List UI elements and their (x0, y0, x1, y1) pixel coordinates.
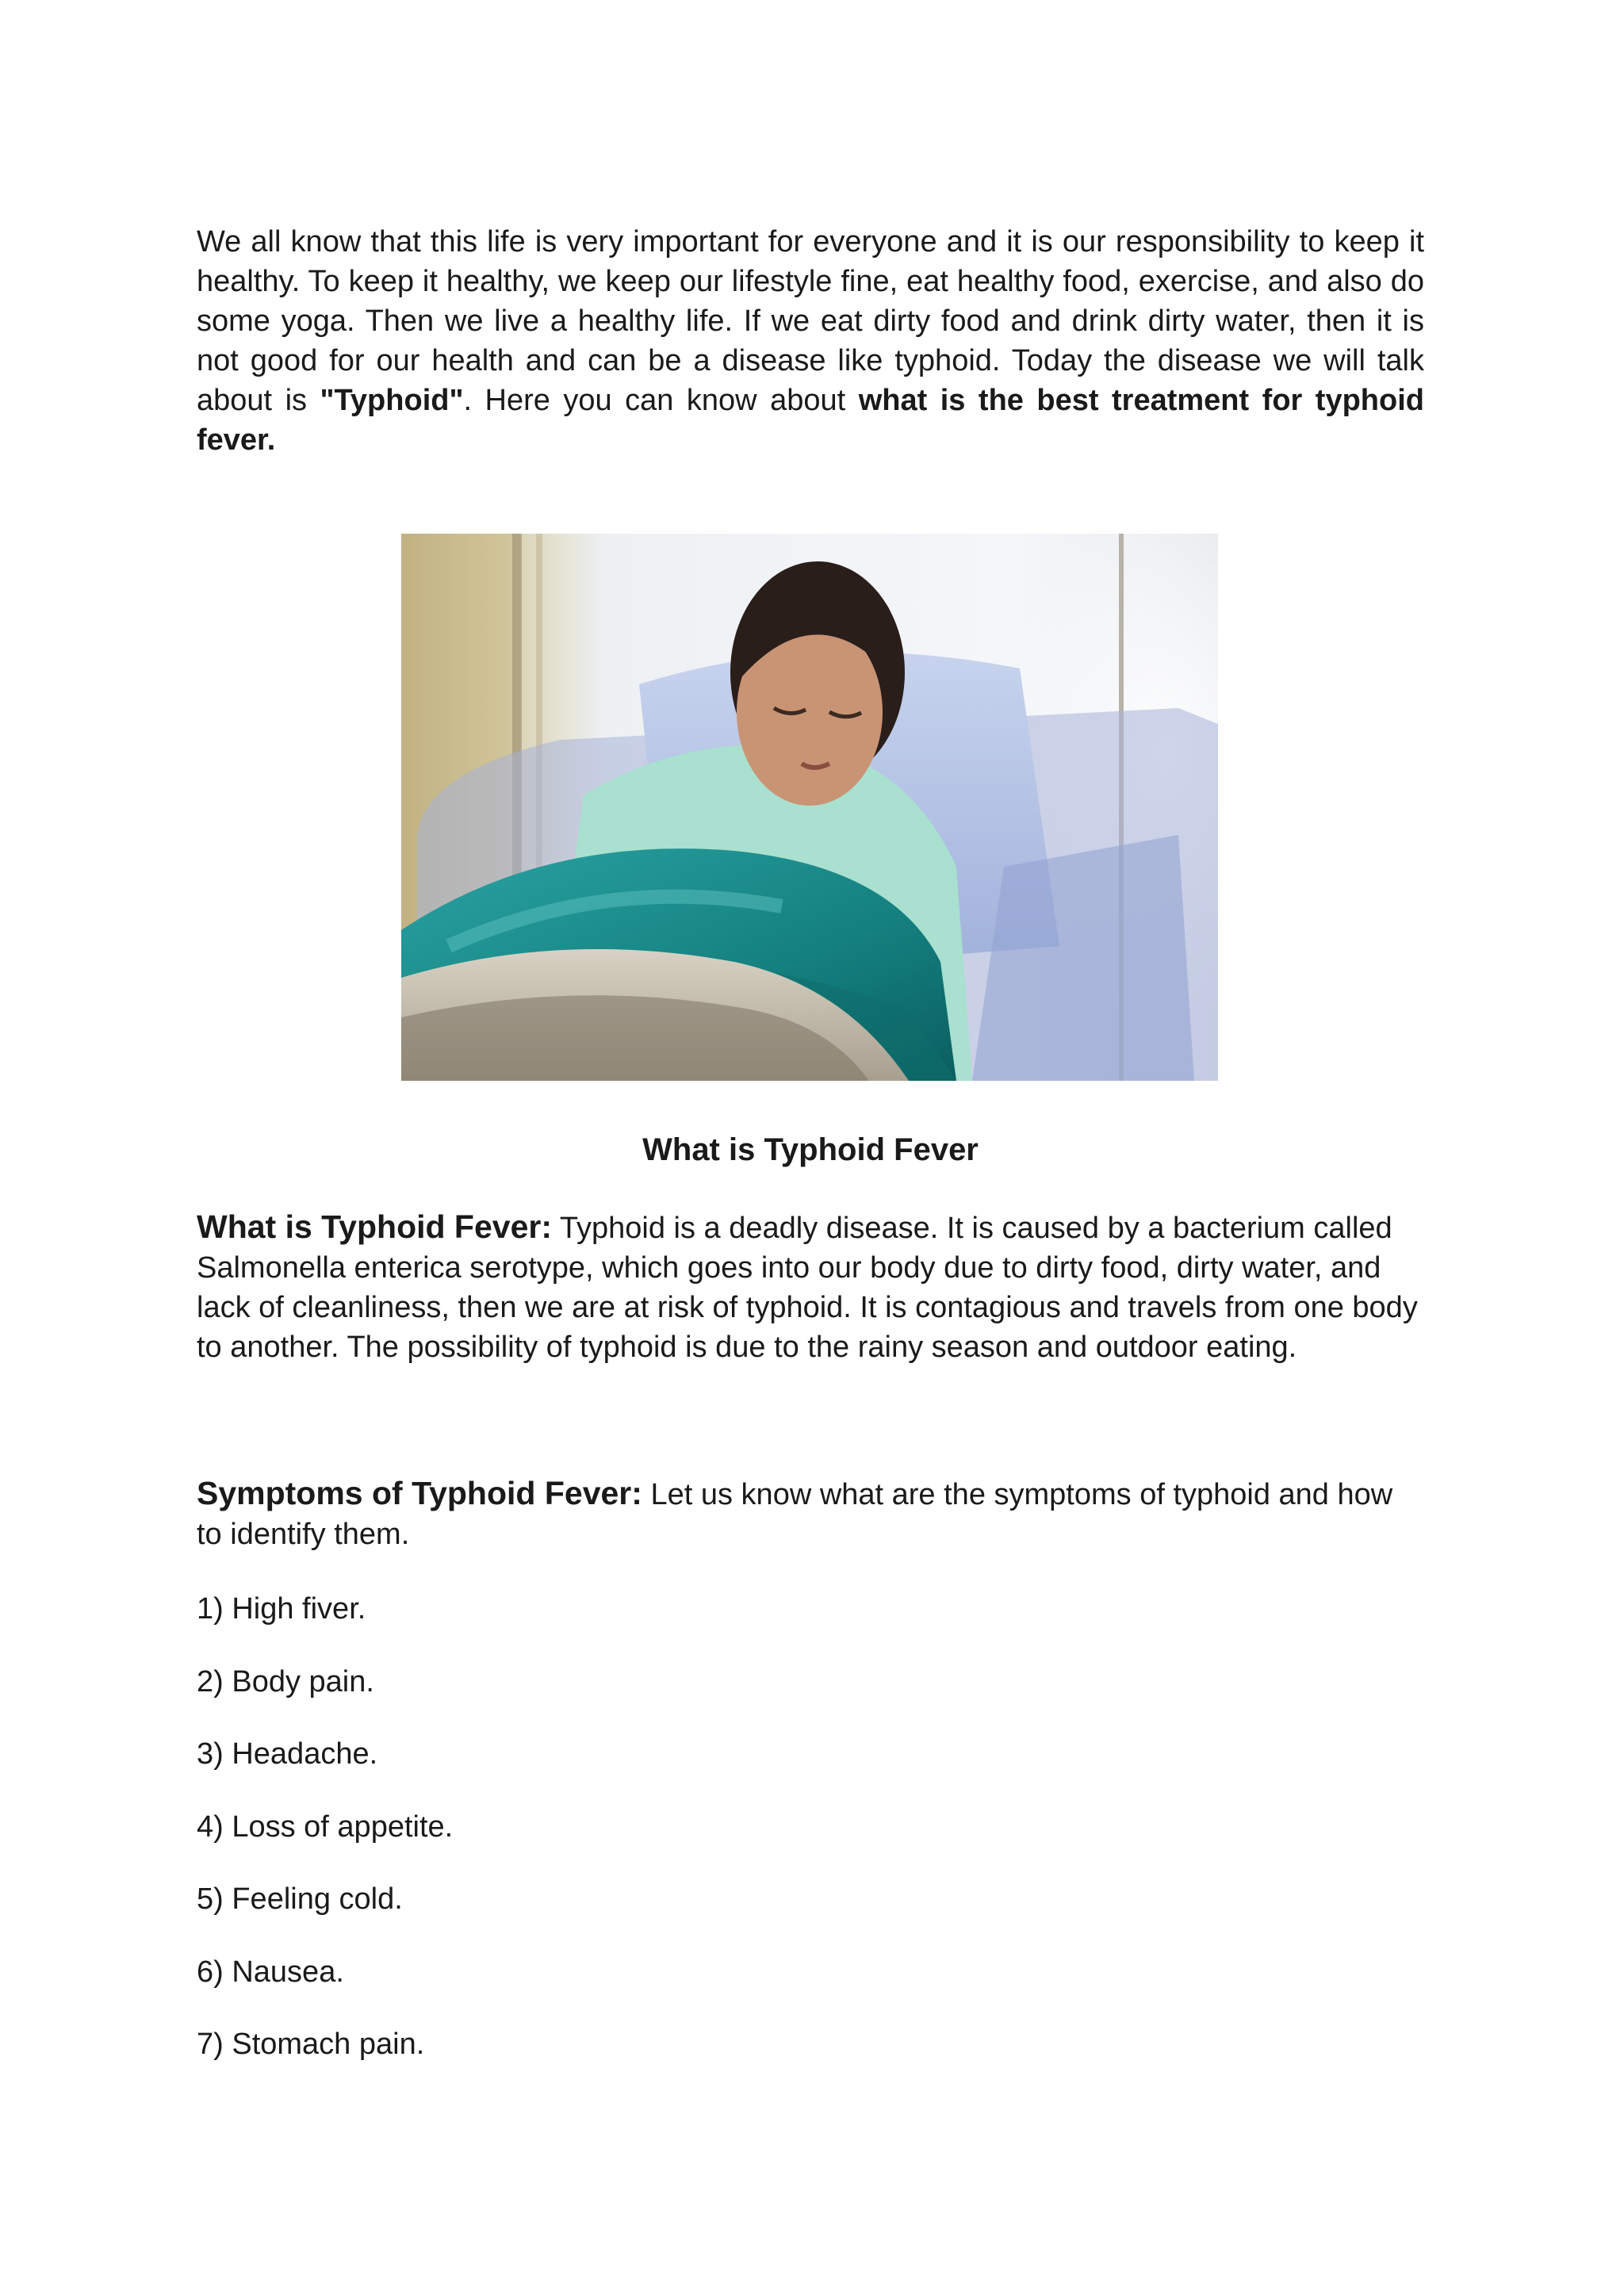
intro-text-1: We all know that this life is very important for everyone and it is our responsibility to keep it healthy. To keep it healthy, we keep our lifestyle fine, eat healthy food, exercise, and also do some yoga. Then we live a healthy life. If we eat dirty food and drink dirty water, then it is not good for our health and can be a disease like typhoid. Today the disease we will talk about is (197, 225, 1424, 417)
intro-paragraph (197, 222, 1424, 460)
symptoms-body: Let us know what are the symptoms of typhoid and how to identify them. (197, 1478, 1393, 1551)
symptoms-heading: Symptoms of Typhoid Fever: (197, 1475, 642, 1511)
patient-photo-illustration (401, 534, 1218, 1081)
patient-photo (401, 534, 1218, 1081)
what-is-typhoid-body: Typhoid is a deadly disease. It is caused by a bacterium called Salmonella enterica serotype, which goes into our body due to dirty food, dirty water, and lack of cleanliness, then we are at risk of typhoid. It is contagious and travels from one body to another. The possibility of typhoid is due to the rainy season and outdoor eating. (197, 1212, 1418, 1364)
list-item: 3) Headache. (197, 1737, 378, 1771)
intro-block (197, 222, 1424, 460)
list-item: 4) Loss of appetite. (197, 1810, 454, 1844)
figure-caption: What is Typhoid Fever (642, 1132, 979, 1167)
what-is-typhoid-heading: What is Typhoid Fever: (197, 1208, 552, 1245)
list-item: 7) Stomach pain. (197, 2028, 425, 2061)
what-is-typhoid-paragraph (197, 1207, 1424, 1367)
symptoms-paragraph (197, 1473, 1424, 1554)
intro-bold-treatment: what is the best treatment for typhoid fever. (197, 384, 1425, 457)
list-item: 6) Nausea. (197, 1955, 344, 1989)
list-item: 1) High fiver. (197, 1592, 366, 1626)
list-item: 5) Feeling cold. (197, 1882, 403, 1916)
symptoms-list (197, 1589, 1424, 2097)
list-item: 2) Body pain. (197, 1664, 374, 1698)
intro-bold-typhoid: "Typhoid" (320, 384, 464, 417)
intro-text-2: . Here you can know about (463, 384, 859, 417)
